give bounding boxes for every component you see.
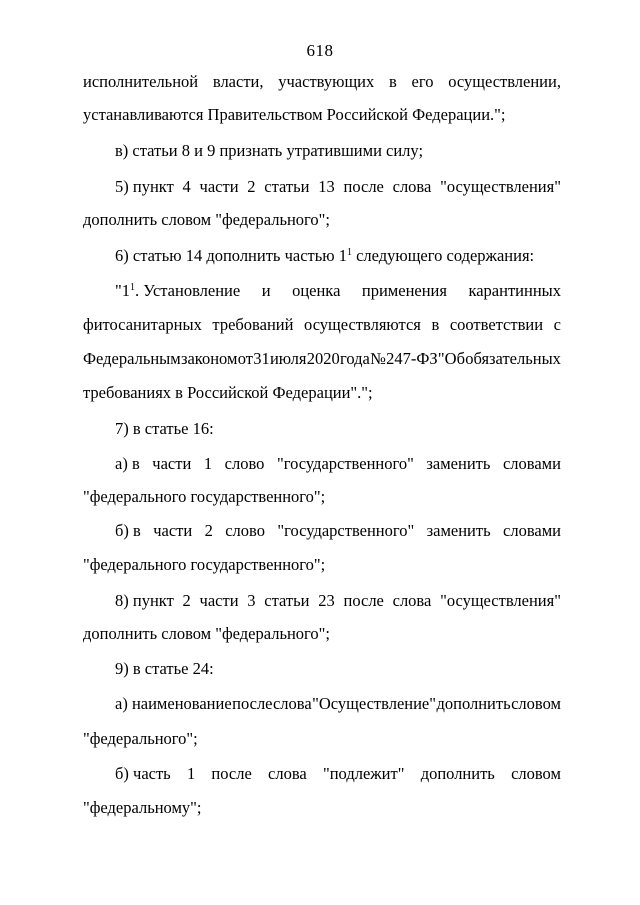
word: после <box>343 177 384 196</box>
word: после <box>232 694 273 713</box>
word: 13 <box>318 177 335 196</box>
word: 247-ФЗ <box>386 349 438 368</box>
word: в <box>431 315 440 334</box>
word: и <box>261 281 271 300</box>
word: № <box>370 349 386 368</box>
word: словами <box>503 521 561 540</box>
word: после <box>211 764 252 783</box>
word: карантинных <box>468 281 561 300</box>
text-fragment: "1 <box>115 281 130 300</box>
word: обязательных <box>465 349 561 368</box>
text-fragment: . Установление <box>135 281 241 300</box>
superscript: 1 <box>346 247 352 258</box>
word: 2 <box>204 521 213 540</box>
word: а) в <box>115 454 140 473</box>
word: "государственного" <box>277 521 415 540</box>
word: 31 <box>253 349 270 368</box>
word: участвующих <box>278 72 375 91</box>
word: 1 <box>203 454 213 473</box>
word: 5) пункт <box>115 177 174 196</box>
word: его <box>411 72 434 91</box>
word: б) в <box>115 521 141 540</box>
word: 2020 <box>306 349 340 368</box>
word: соответствии <box>449 315 544 334</box>
word: части <box>199 177 239 196</box>
word: Федеральным <box>83 349 181 368</box>
word: "Об <box>437 349 465 368</box>
word: после <box>343 591 384 610</box>
text-line: "федеральному"; <box>83 798 202 817</box>
word: дополнить <box>420 764 495 783</box>
word: осуществляются <box>304 315 421 334</box>
word: в <box>389 72 397 91</box>
text-line <box>115 177 561 197</box>
word: слова <box>392 591 432 610</box>
word: слово <box>225 521 265 540</box>
word: июля <box>269 349 307 368</box>
word: слово <box>224 454 265 473</box>
text-line: устанавливаются Правительством Российской Федерации."; <box>83 105 506 124</box>
word: словом <box>511 694 561 713</box>
superscript: 1 <box>130 282 135 293</box>
word: 8) пункт <box>115 591 174 610</box>
word: слова <box>268 764 307 783</box>
word: словами <box>502 454 561 473</box>
word: статьи <box>264 591 310 610</box>
word: а) наименование <box>115 694 232 713</box>
word: "государственного" <box>276 454 414 473</box>
word: требований <box>212 315 294 334</box>
text-line <box>83 72 561 92</box>
text-line: дополнить словом "федерального"; <box>83 210 330 229</box>
word: власти, <box>212 72 264 91</box>
word: осуществлении, <box>448 72 561 91</box>
word: законом <box>180 349 238 368</box>
word: части <box>152 454 192 473</box>
text-line <box>115 591 561 611</box>
word: 4 <box>182 177 191 196</box>
word: б) часть <box>115 764 171 783</box>
text-line: "федерального"; <box>83 729 198 748</box>
word: 3 <box>247 591 256 610</box>
text-line: 7) в статье 16: <box>115 419 214 438</box>
word: 2 <box>182 591 191 610</box>
text-line <box>83 315 561 335</box>
word: словом <box>511 764 561 783</box>
text-fragment: 6) статью 14 дополнить частью 1 <box>115 246 347 265</box>
word: заменить <box>426 454 491 473</box>
text-line <box>115 694 561 714</box>
text-line: требованиях в Российской Федерации"."; <box>83 383 373 402</box>
text-fragment: следующего содержания: <box>351 246 535 265</box>
text-line: в) статьи 8 и 9 признать утратившими силу; <box>115 141 424 160</box>
text-line <box>115 521 561 541</box>
text-line <box>115 764 561 784</box>
text-line <box>83 349 561 369</box>
word: оценка <box>292 281 341 300</box>
word: фитосанитарных <box>83 315 202 334</box>
word: "подлежит" <box>322 764 405 783</box>
word: 2 <box>247 177 256 196</box>
word: применения <box>361 281 447 300</box>
word: слова <box>392 177 432 196</box>
word: "Осуществление" <box>312 694 436 713</box>
word: заменить <box>426 521 491 540</box>
text-line: "федерального государственного"; <box>83 487 326 506</box>
word: слова <box>272 694 312 713</box>
word: 1 <box>186 764 196 783</box>
text-line: "федерального государственного"; <box>83 555 326 574</box>
word: статьи <box>264 177 310 196</box>
word: от <box>237 349 253 368</box>
text-line <box>115 246 561 266</box>
text-line <box>115 454 561 474</box>
word: 23 <box>318 591 335 610</box>
page-number: 618 <box>306 41 334 60</box>
word: года <box>340 349 370 368</box>
word: дополнить <box>436 694 511 713</box>
text-fragment <box>115 281 240 301</box>
text-line <box>115 281 561 301</box>
word: "осуществления" <box>440 177 561 196</box>
word: части <box>153 521 193 540</box>
word: "осуществления" <box>440 591 561 610</box>
word: части <box>199 591 239 610</box>
text-line: 9) в статье 24: <box>115 659 214 678</box>
word: с <box>553 315 561 334</box>
text-line: дополнить словом "федерального"; <box>83 624 330 643</box>
word: исполнительной <box>83 72 199 91</box>
